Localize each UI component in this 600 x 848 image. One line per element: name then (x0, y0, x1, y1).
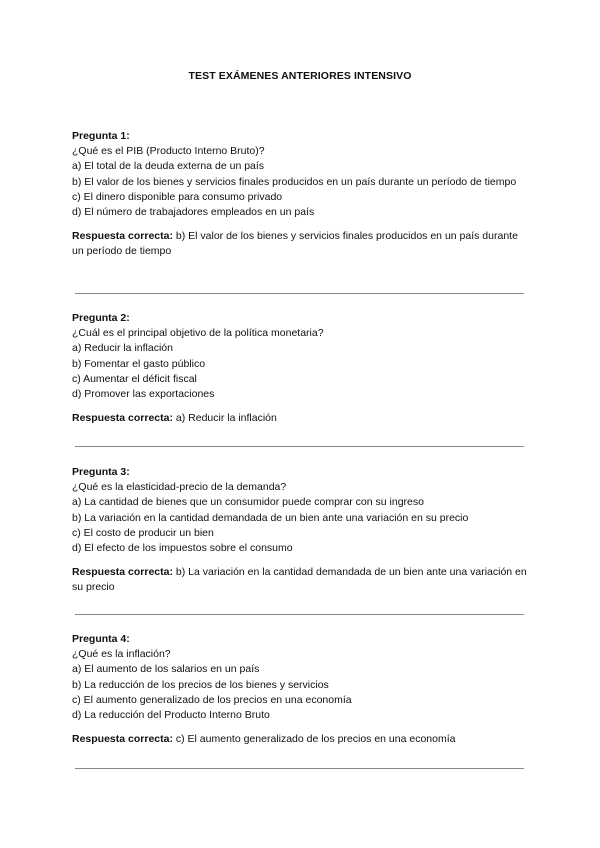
option-b: b) Fomentar el gasto público (72, 357, 206, 370)
divider (75, 293, 524, 294)
correct-answer (72, 732, 528, 747)
option-b: b) La variación en la cantidad demandada de un bien ante una variación en su precio (72, 511, 469, 524)
question-text: ¿Qué es la inflación? (72, 648, 171, 661)
divider (75, 446, 524, 447)
option-c: c) Aumentar el déficit fiscal (72, 372, 197, 385)
option-c: c) El aumento generalizado de los precios en una economía (72, 693, 352, 706)
question-2 (72, 311, 528, 426)
document-title: TEST EXÁMENES ANTERIORES INTENSIVO (188, 70, 412, 82)
question-3 (72, 465, 528, 596)
answer-label: Respuesta correcta: (72, 230, 173, 243)
question-text: ¿Cuál es el principal objetivo de la política monetaria? (72, 327, 324, 340)
option-d: d) La reducción del Producto Interno Bruto (72, 709, 270, 722)
question-label: Pregunta 3: (72, 466, 130, 478)
question-label: Pregunta 4: (72, 633, 130, 645)
option-b: b) La reducción de los precios de los bienes y servicios (72, 678, 329, 691)
question-4 (72, 632, 528, 747)
answer-label: Respuesta correcta: (72, 412, 173, 425)
option-d: d) Promover las exportaciones (72, 388, 215, 401)
correct-answer (72, 565, 528, 595)
question-label: Pregunta 1: (72, 130, 130, 142)
answer-label: Respuesta correcta: (72, 566, 173, 579)
option-d: d) El efecto de los impuestos sobre el consumo (72, 542, 293, 555)
question-text: ¿Qué es la elasticidad-precio de la demanda? (72, 481, 287, 494)
option-c: c) El costo de producir un bien (72, 526, 214, 539)
question-label: Pregunta 2: (72, 312, 130, 324)
question-text: ¿Qué es el PIB (Producto Interno Bruto)? (72, 145, 265, 158)
question-1 (72, 129, 528, 260)
option-d: d) El número de trabajadores empleados en un país (72, 206, 315, 219)
correct-answer (72, 229, 528, 259)
answer-text: c) El aumento generalizado de los precios en una economía (175, 733, 456, 746)
option-a: a) La cantidad de bienes que un consumidor puede comprar con su ingreso (72, 496, 424, 509)
option-c: c) El dinero disponible para consumo privado (72, 190, 283, 203)
divider (75, 768, 524, 769)
correct-answer (72, 411, 528, 426)
option-b: b) El valor de los bienes y servicios finales producidos en un país durante un período de tiempo (72, 175, 517, 188)
option-a: a) El total de la deuda externa de un país (72, 160, 265, 173)
answer-text: b) La variación en la cantidad demandada de un bien ante una variación en su precio (72, 566, 527, 594)
answer-text: a) Reducir la inflación (175, 412, 277, 425)
option-a: a) Reducir la inflación (72, 342, 173, 355)
answer-text: b) El valor de los bienes y servicios finales producidos en un país durante un período de tiempo (72, 230, 518, 258)
answer-label: Respuesta correcta: (72, 733, 173, 746)
divider (75, 614, 524, 615)
option-a: a) El aumento de los salarios en un país (72, 663, 260, 676)
